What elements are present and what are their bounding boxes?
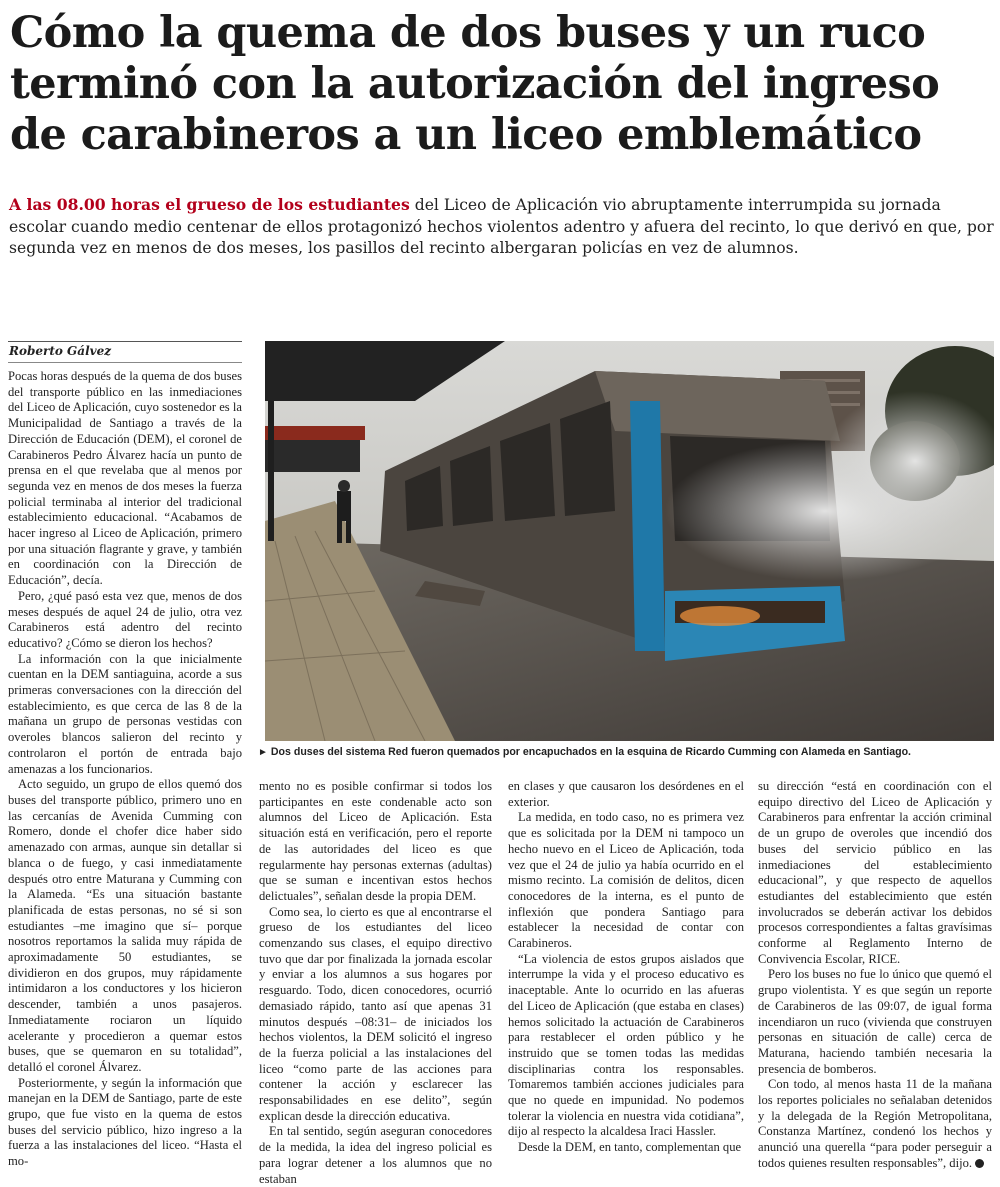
paragraph: mento no es posible confirmar si todos los participantes en este condenable acto son alumnos del Liceo de Aplicación. Esta situación está en verificación, pero el reporte de las autoridades del liceo es que regularmente hay personas externas (adultas) que se suman e incentivan estos hechos delictuales”, señalan desde la propia DEM. (259, 779, 492, 903)
lede-text: del Liceo de Aplicación vio abruptamente interrumpida su jornada escolar cuando medio centenar de ellos protagonizó hechos violentos adentro y afuera del recinto, lo que derivó en que, por segunda vez en menos de dos meses, los pasillos del recinto albergaran policías en vez de alumnos. (9, 196, 994, 257)
paragraph: Pocas horas después de la quema de dos buses del transporte público en las inmediaciones del Liceo de Aplicación, cuyo sostenedor es la Municipalidad de Santiago a través de la Dirección de Educación (DEM), el coronel de Carabineros Pedro Álvarez hacía un punto de prensa en el que revelaba que al menos por segunda vez en menos de dos meses la fuerza policial terminaba al interior del tradicional establecimiento educacional. “Acabamos de hacer ingreso al Liceo de Aplicación, primero por una situación flagrante y grave, y también en coordinación con la Dirección de Educación”, decía. (8, 369, 242, 588)
paragraph: La medida, en todo caso, no es primera vez que es solicitada por la DEM ni tampoco un hecho nuevo en el Liceo de Aplicación, toda vez que el 24 de julio ya había ocurrido en el mismo recinto. La comisión de delitos, dicen conocedores de la interna, es el punto de inflexión que pondera Santiago para establecer la necesidad de contar con Carabineros. (508, 810, 744, 951)
article-column-2 (259, 779, 492, 1187)
paragraph: “La violencia de estos grupos aislados que interrumpe la vida y el proceso educativo es inaceptable. Ante lo ocurrido en las afueras del Liceo de Aplicación (que estaba en clases) hemos solicitado la actuación de Carabineros para restablecer el orden público y he instruido que se tomen todas las medidas disciplinarias contra los responsables. Tomaremos también acciones judiciales para que no quede en impunidad. No podemos tolerar la violencia en nuestra vida cotidiana”, dijo al respecto la alcaldesa Iraci Hassler. (508, 951, 744, 1139)
end-mark-icon (975, 1159, 984, 1168)
paragraph-text: Con todo, al menos hasta 11 de la mañana los reportes policiales no señalaban detenidos y la delegada de la Región Metropolitana, Constanza Martínez, condenó los hechos y anunció una querella “para poder perseguir a todos quienes resulten responsables”, dijo. (758, 1077, 992, 1170)
paragraph: su dirección “está en coordinación con el equipo directivo del Liceo de Aplicación y Carabineros para enfrentar la acción criminal de un grupo de overoles que incendió dos buses del servicio público en las inmediaciones del establecimiento educacional”, y que respecto de aquellos estudiantes del establecimiento que estén involucrados se deberán activar los debidos procesos correspondientes a faltas gravísimas conforme al Reglamento Interno de Convivencia Escolar, RICE. (758, 779, 992, 966)
byline-rule-top (8, 341, 242, 342)
article-column-1 (8, 369, 242, 1170)
caption-triangle-icon: ► (258, 747, 268, 758)
caption-text: Dos duses del sistema Red fueron quemados por encapuchados en la esquina de Ricardo Cumming con Alameda en Santiago. (270, 746, 911, 758)
headline-line-3: de carabineros a un liceo emblemático (10, 110, 922, 160)
lede (9, 194, 994, 260)
article-column-3 (508, 779, 744, 1156)
paragraph: Como sea, lo cierto es que al encontrarse el grueso de los estudiantes del liceo comenzando sus clases, el equipo directivo tuvo que dar por finalizada la jornada escolar y enviar a los alumnos a sus hogares por resguardo. Todo, dicen conocedores, ocurrió demasiado rápido, tanto así que apenas 31 minutos después –08:31– de iniciados los hechos violentos, la DEM solicitó el ingreso de la fuerza policial a las instalaciones del liceo “como parte de las acciones para contener la acción y esclarecer las responsabilidades en ese delito”, según explican desde la dirección educativa. (259, 904, 492, 1123)
bus-burning-photo (265, 341, 994, 741)
byline-rule-bottom (8, 362, 242, 363)
headline-line-2: terminó con la autorización del ingreso (10, 59, 940, 109)
paragraph (758, 1077, 992, 1171)
photo-caption (258, 746, 994, 758)
paragraph: Acto seguido, un grupo de ellos quemó dos buses del transporte público, primero uno en las cercanías de Avenida Cumming con Romero, donde el chofer dice haber sido amenazado con armas, aunque sin detallar si blanca o de fuego, y casi inmediatamente después otro entre Maturana y Cumming con la Alameda. “Es una situación bastante planificada de estas personas, no sé si son estudiantes –me imagino que sí– porque nosotros reportamos la salida muy rápida de aproximadamente 50 estudiantes, se dividieron en dos grupos, muy rápidamente intimidaron a los conductores y los hicieron descender, también a unos pasajeros. Inmediatamente rociaron un líquido acelerante y procedieron a quemar estos buses, que se quemaron en su totalidad”, detalló el coronel Álvarez. (8, 777, 242, 1074)
paragraph: Desde la DEM, en tanto, complementan que (518, 1140, 742, 1155)
paragraph: Posteriormente, y según la información que manejan en la DEM de Santiago, parte de este grupo, que fue visto en la quema de estos buses del servicio público, hizo ingreso a la fuerza a las instalaciones del liceo. “Hasta el mo- (8, 1075, 242, 1169)
article-column-4 (758, 779, 992, 1172)
paragraph: Pero los buses no fue lo único que quemó el grupo violentista. Y es que según un reporte de Carabineros de las 09:07, de igual forma incendiaron un ruco (vivienda que construyen personas en situación de calle) cerca de Maturana, haciendo también necesaria la presencia de bomberos. (758, 967, 992, 1076)
paragraph: Pero, ¿qué pasó esta vez que, menos de dos meses después de aquel 24 de julio, otra vez Carabineros está adentro del recinto educativo? ¿Cómo se dieron los hechos? (8, 588, 242, 650)
paragraph: en clases y que causaron los desórdenes en el exterior. (508, 779, 744, 809)
byline: Roberto Gálvez (9, 344, 112, 358)
headline (10, 8, 995, 161)
paragraph: En tal sentido, según aseguran conocedores de la medida, la idea del ingreso policial es para lograr detener a los alumnos que no estaban (259, 1124, 492, 1186)
paragraph: La información con la que inicialmente cuentan en la DEM santiaguina, acorde a sus primeras conversaciones con la dirección del establecimiento, es que cerca de las 8 de la mañana un grupo de personas vestidas con overoles blancos salieron del recinto y controlaron el portón de entrada bajo amenazas a los funcionarios. (8, 651, 242, 776)
photo-illustration (265, 341, 994, 741)
lede-highlight: A las 08.00 horas el grueso de los estudiantes (9, 195, 410, 214)
headline-line-1: Cómo la quema de dos buses y un ruco (10, 8, 926, 58)
